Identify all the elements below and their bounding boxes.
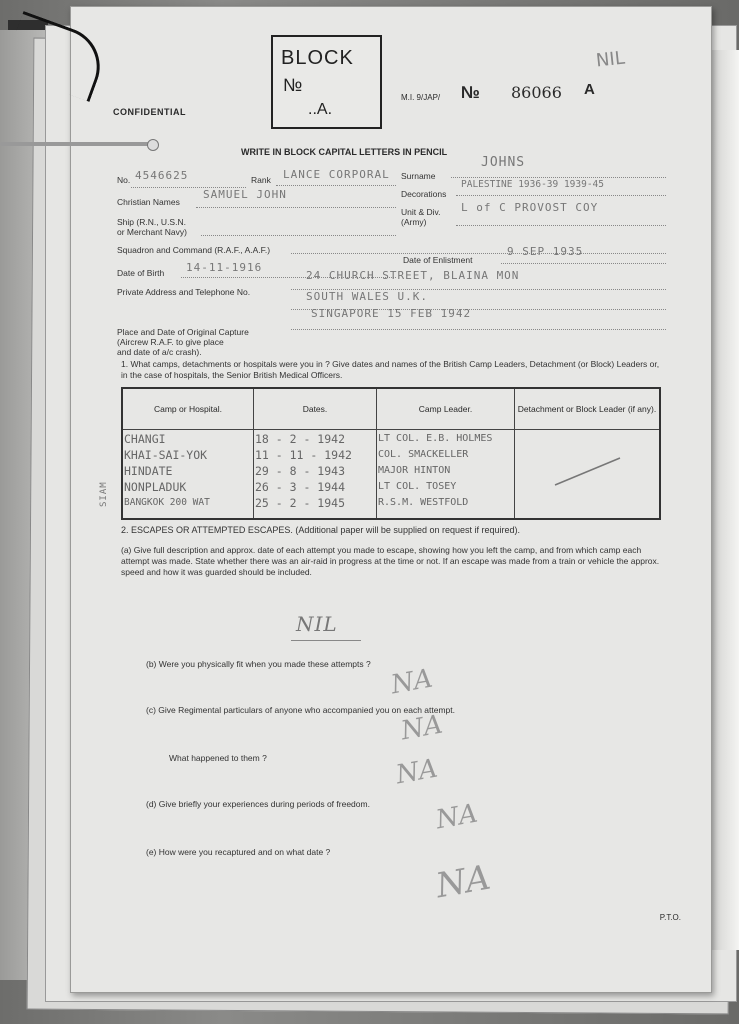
date-entry: 29 - 8 - 1943: [255, 464, 346, 478]
decorations-label: Decorations: [401, 189, 447, 199]
christian-names-label: Christian Names: [117, 197, 180, 207]
christian-names-value: SAMUEL JOHN: [203, 188, 287, 201]
no-label: No.: [117, 175, 131, 185]
strike-line: [550, 450, 630, 490]
col-detachment-leader: Detachment or Block Leader (if any).: [515, 388, 661, 430]
squadron-label: Squadron and Command (R.A.F., A.A.F.): [117, 245, 271, 255]
surname-value: JOHNS: [481, 155, 526, 170]
ship-label-2: or Merchant Navy): [117, 227, 187, 237]
capture-label: Place and Date of Original Capture: [117, 327, 249, 337]
page-edges-right: [709, 50, 739, 950]
capture-label-3: and date of a/c crash).: [117, 347, 202, 357]
leaders-cell: [377, 430, 515, 520]
ship-label: Ship (R.N., U.S.N.: [117, 217, 186, 227]
siam-side-note: SIAM: [99, 481, 109, 507]
question-2d-text: (d) Give briefly your experiences during periods of freedom.: [146, 799, 370, 809]
leader-entry: MAJOR HINTON: [378, 465, 451, 476]
surname-label: Surname: [401, 171, 436, 181]
pto-label: P.T.O.: [659, 913, 681, 922]
answer-2e-na: NA: [432, 857, 494, 907]
unit-label-2: (Army): [401, 217, 427, 227]
date-entry: 18 - 2 - 1942: [255, 432, 346, 446]
col-camp: Camp or Hospital.: [122, 388, 254, 430]
address-line-2: SOUTH WALES U.K.: [306, 290, 428, 303]
question-1-text: 1. What camps, detachments or hospitals were you in ? Give dates and names of the British Camp Leaders, Detachment (or Block) Leaders or, in the case of hospitals, the Senior British Medical Officers.: [121, 359, 660, 380]
leader-entry: R.S.M. WESTFOLD: [378, 497, 469, 508]
detachment-cell: [515, 430, 661, 520]
form-instruction: WRITE IN BLOCK CAPITAL LETTERS IN PENCIL: [241, 147, 448, 157]
table-row: [122, 430, 660, 520]
answer-2d-na: NA: [433, 798, 480, 836]
answer-2c-na: NA: [398, 709, 445, 747]
block-label: BLOCK: [281, 47, 354, 69]
answer-2a-nil: NIL: [296, 612, 338, 636]
rank-value: LANCE CORPORAL: [283, 168, 390, 181]
table-header-row: [122, 388, 660, 430]
camps-table: [121, 387, 661, 520]
questionnaire-form: [70, 6, 712, 993]
address-label: Private Address and Telephone No.: [117, 287, 251, 297]
camp-entry: HINDATE: [124, 464, 173, 478]
col-camp-leader: Camp Leader.: [377, 388, 515, 430]
camps-cell: [122, 430, 254, 520]
ref-code: M.I. 9/JAP/: [401, 93, 441, 102]
question-2c2-text: What happened to them ?: [169, 753, 267, 763]
dob-value: 14-11-1916: [186, 261, 263, 274]
leader-entry: LT COL. E.B. HOLMES: [378, 433, 493, 444]
question-2-heading: 2. ESCAPES OR ATTEMPTED ESCAPES. (Additional paper will be supplied on request if required).: [121, 525, 521, 535]
address-line-1: 24 CHURCH STREET, BLAINA MON: [306, 269, 520, 282]
rank-label: Rank: [251, 175, 271, 185]
question-2a-text: (a) Give full description and approx. date of each attempt you made to escape, showing how you left the camp, and from which camp each attempt was made. State whether there was an air-raid in progress at the time or not. If an escape was made from a train or vehicle the approx. speed and how it was guarded should be included.: [121, 545, 660, 577]
capture-label-2: (Aircrew R.A.F. to give place: [117, 337, 224, 347]
tag-string: [0, 142, 155, 146]
no-value: 4546625: [135, 169, 189, 182]
number-symbol: №: [461, 83, 480, 102]
block-number-symbol: №: [283, 75, 303, 95]
leader-entry: LT COL. TOSEY: [378, 481, 457, 492]
block-number-box: [271, 35, 382, 129]
question-2b-text: (b) Were you physically fit when you made these attempts ?: [146, 659, 371, 669]
decorations-value: PALESTINE 1936-39 1939-45: [461, 179, 604, 190]
date-entry: 11 - 11 - 1942: [255, 448, 352, 462]
serial-number: 86066: [511, 83, 562, 102]
tag-knot: [147, 139, 159, 151]
date-entry: 26 - 3 - 1944: [255, 480, 346, 494]
confidential-stamp: CONFIDENTIAL: [113, 107, 186, 117]
enlistment-label: Date of Enlistment: [403, 255, 473, 265]
date-entry: 25 - 2 - 1945: [255, 496, 346, 510]
dates-cell: [254, 430, 377, 520]
block-value: ..A.: [308, 101, 333, 118]
col-dates: Dates.: [254, 388, 377, 430]
question-2e-text: (e) How were you recaptured and on what date ?: [146, 847, 331, 857]
camp-entry: NONPLADUK: [124, 480, 187, 494]
dob-label: Date of Birth: [117, 268, 165, 278]
answer-2c2-na: NA: [393, 753, 440, 791]
unit-label: Unit & Div.: [401, 207, 441, 217]
serial-suffix: A: [584, 81, 595, 98]
camp-entry: CHANGI: [124, 432, 166, 446]
unit-value: L of C PROVOST COY: [461, 201, 599, 214]
enlistment-value: 9 SEP 1935: [507, 245, 584, 258]
capture-value: SINGAPORE 15 FEB 1942: [311, 307, 472, 320]
answer-2b-na: NA: [388, 663, 435, 701]
camp-entry: KHAI-SAI-YOK: [124, 448, 208, 462]
camp-entry: BANGKOK 200 WAT: [124, 497, 210, 508]
question-2c-text: (c) Give Regimental particulars of anyone who accompanied you on each attempt.: [146, 705, 455, 715]
nil-annotation: NIL: [594, 47, 626, 72]
leader-entry: COL. SMACKELLER: [378, 449, 469, 460]
